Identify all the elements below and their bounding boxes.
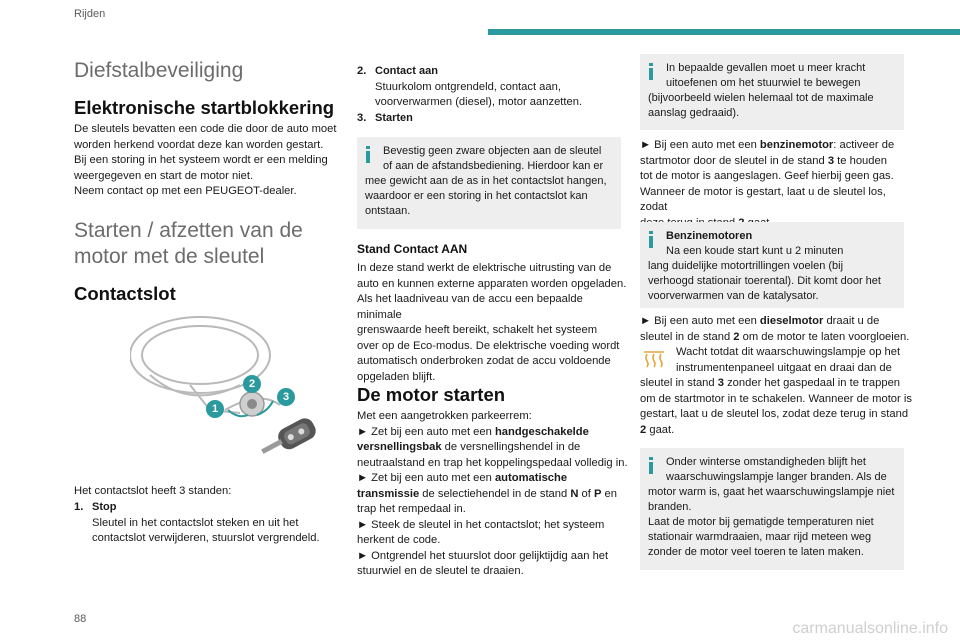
diesel-start-text: ► Bij een auto met een dieselmotor draait u de sleutel in de stand 2 om de motor te laten voorgloeien. Wacht totdat dit waarschuwingslampje op het instrumentenpaneel uitgaat en draai dan de sleutel in stand 3 zonder het gaspedaal in te trappen om de startmotor in te schakelen. Wanneer de motor is gestart, laat u de sleutel los, zodat deze terug in stand 2 gaat. [640,315,912,436]
section-label: Rijden [74,8,106,20]
glow-plug-warning-icon [640,348,668,372]
page-number: 88 [74,613,87,625]
ignition-illustration [130,315,360,475]
section-color-bar [488,29,960,35]
info-icon [648,231,660,249]
start-engine-text: Met een aangetrokken parkeerrem: ► Zet bij een auto met een handgeschakelde versnellingsbak de versnellingshendel in de neutraalstand en trap het koppelingspedaal volledig in. ► Zet bij een auto met een automatische transmissie de selectiehendel in de stand N of P en trap het rempedaal in. ► Steek de sleutel in het contactslot; het systeem herkent de code. ► Ontgrendel het stuurslot door gelijktijdig aan het stuurwiel en de sleutel te draaien. [357,410,628,577]
info-icon [648,63,660,81]
list-item-contact-on: 2. Contact aan Stuurkolom ontgrendeld, contact aan, voorverwarmen (diesel), motor aanzetten. [357,65,583,108]
heading-theft-protection: Diefstalbeveiliging [74,59,244,82]
heading-start-engine: De motor starten [357,384,506,405]
callout-3: 3 [277,388,295,406]
callout-1: 1 [206,400,224,418]
info-icon [365,146,377,164]
note-box-steering-force: In bepaalde gevallen moet u meer kracht uitoefenen om het stuurwiel te bewegen (bijvoorbeeld wielen helemaal tot de maximale aanslag gedraaid). [640,54,904,130]
watermark: carmanualsonline.info [792,620,948,637]
subheading-contact-on: Stand Contact AAN [357,242,468,256]
heading-immobiliser: Elektronische startblokkering [74,97,335,118]
ignition-positions-intro: Het contactslot heeft 3 standen: [74,485,232,497]
immobiliser-text: De sleutels bevatten een code die door de auto moet worden herkend voordat deze kan worden gestart. Bij een storing in het systeem wordt er een melding weergegeven en start de motor niet. Neem contact op met een PEUGEOT-dealer. [74,123,337,197]
petrol-start-text: ► Bij een auto met een benzinemotor: activeer de startmotor door de sleutel in de stand 3 te houden tot de motor is aangeslagen. Geef hierbij geen gas. Wanneer de motor is gestart, laat u de sleutel los, zodat [640,139,895,213]
note-box-winter-conditions: Onder winterse omstandigheden blijft het waarschuwingslampje langer branden. Als de motor warm is, gaat het waarschuwingslampje niet branden. Laat de motor bij gematigde temperaturen niet stationair warmdraaien, maar rijd meteen weg zonder de motor veel toeren te laten maken. [640,448,904,570]
list-item-start: 3. Starten [357,112,413,124]
note-box-key-weight: Bevestig geen zware objecten aan de sleutel of aan de afstandsbediening. Hierdoor kan er mee gewicht aan de as in het contactslot hangen, waardoor er een storing in het contactslot kan ontstaan. [357,137,621,229]
callout-2: 2 [243,375,261,393]
note-box-petrol-engines: Benzinemotoren Na een koude start kunt u 2 minuten lang duidelijke motortrillingen voelen (bij verhoogd stationair toerental). Dit komt door het voorverwarmen van de katalysator. [640,222,904,308]
list-item-stop: 1. Stop Sleutel in het contactslot steken en uit het contactslot verwijderen, stuurslot vergrendeld. [74,501,320,544]
info-icon [648,457,660,475]
contact-on-text: In deze stand werkt de elektrische uitrusting van de auto en kunnen externe apparaten worden opgeladen. Als het laadniveau van de accu een bepaalde minimale grenswaarde heeft bereikt, schakelt het systeem over op de Eco-modus. De elektrische voeding wordt automatisch onderbroken zodat de accu voldoende opgeladen blijft. [357,262,627,383]
heading-ignition-switch: Contactslot [74,283,176,304]
heading-start-stop: Starten / afzetten van de motor met de sleutel [74,219,303,268]
